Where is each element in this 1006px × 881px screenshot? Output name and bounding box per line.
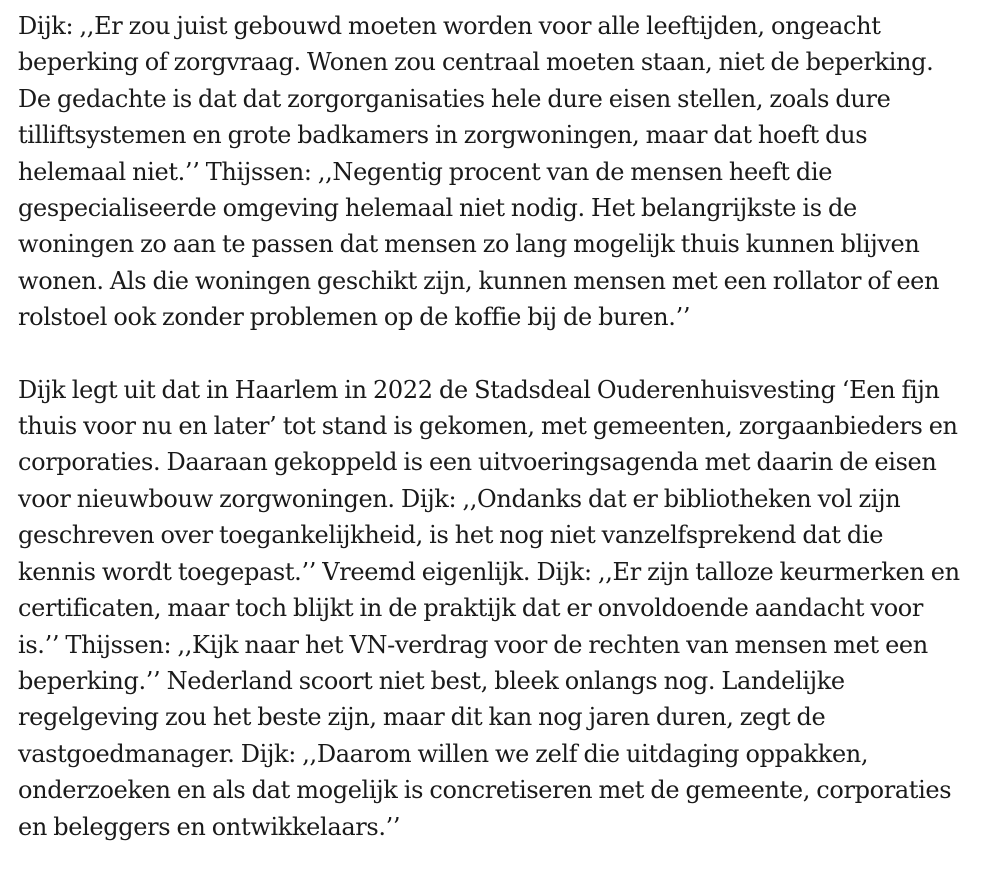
paragraph-line: geschreven over toegankelijkheid, is het nog niet vanzelfsprekend dat die: [18, 521, 884, 550]
paragraph-line: wonen. Als die woningen geschikt zijn, kunnen mensen met een rollator of een: [18, 266, 940, 295]
paragraph-line: beperking.’’ Nederland scoort niet best, bleek onlangs nog. Landelijke: [18, 666, 845, 695]
paragraph-line: helemaal niet.’’ Thijssen: ,,Negentig procent van de mensen heeft die: [18, 157, 833, 186]
paragraph-line: corporaties. Daaraan gekoppeld is een uitvoeringsagenda met daarin de eisen: [18, 448, 937, 477]
paragraph-line: Dijk legt uit dat in Haarlem in 2022 de Stadsdeal Ouderenhuisvesting ‘Een fijn: [18, 375, 940, 404]
paragraph-line: vastgoedmanager. Dijk: ,,Daarom willen we zelf die uitdaging oppakken,: [18, 739, 869, 768]
paragraph-line: gespecialiseerde omgeving helemaal niet nodig. Het belangrijkste is de: [18, 194, 857, 223]
paragraph-line: beperking of zorgvraag. Wonen zou centraal moeten staan, niet de beperking.: [18, 48, 934, 77]
paragraph-line: certificaten, maar toch blijkt in de praktijk dat er onvoldoende aandacht voor: [18, 594, 924, 623]
paragraph-line: De gedachte is dat dat zorgorganisaties hele dure eisen stellen, zoals dure: [18, 84, 891, 113]
paragraph-line: is.’’ Thijssen: ,,Kijk naar het VN-verdrag voor de rechten van mensen met een: [18, 630, 928, 659]
article-body: [18, 8, 993, 845]
paragraph-line: Dijk: ,,Er zou juist gebouwd moeten worden voor alle leeftijden, ongeacht: [18, 12, 881, 40]
paragraph-line: onderzoeken en als dat mogelijk is concretiseren met de gemeente, corporaties: [18, 776, 952, 805]
paragraph-line: en beleggers en ontwikkelaars.’’: [18, 812, 401, 841]
paragraph-line: tilliftsystemen en grote badkamers in zorgwoningen, maar dat hoeft dus: [18, 121, 868, 150]
paragraph-line: regelgeving zou het beste zijn, maar dit kan nog jaren duren, zegt de: [18, 703, 826, 732]
article-paragraph-1: [18, 8, 993, 336]
paragraph-line: voor nieuwbouw zorgwoningen. Dijk: ,,Ondanks dat er bibliotheken vol zijn: [18, 484, 901, 513]
paragraph-line: woningen zo aan te passen dat mensen zo lang mogelijk thuis kunnen blijven: [18, 230, 920, 259]
paragraph-line: thuis voor nu en later’ tot stand is gekomen, met gemeenten, zorgaanbieders en: [18, 412, 958, 441]
paragraph-line: rolstoel ook zonder problemen op de koffie bij de buren.’’: [18, 303, 691, 332]
paragraph-line: kennis wordt toegepast.’’ Vreemd eigenlijk. Dijk: ,,Er zijn talloze keurmerken en: [18, 557, 960, 586]
article-paragraph-2: [18, 372, 993, 845]
